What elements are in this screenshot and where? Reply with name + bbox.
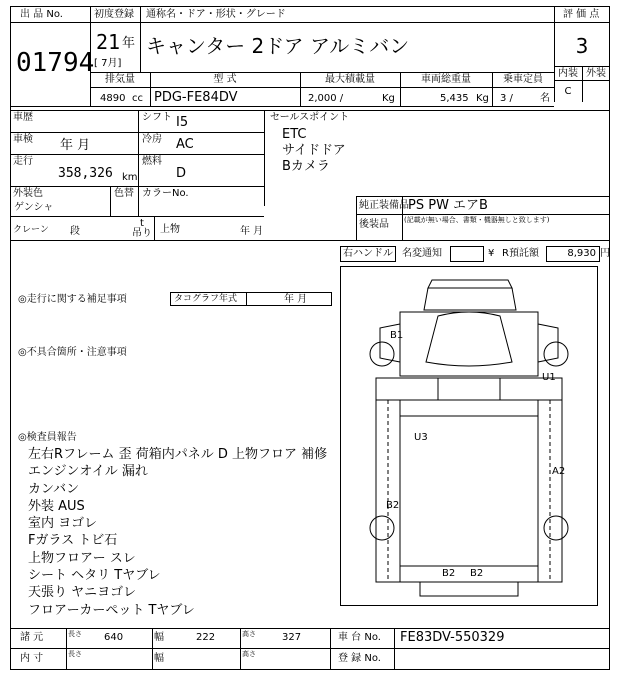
r-label: R預託額 xyxy=(502,248,539,259)
interior-label: 内装 xyxy=(558,68,578,79)
sales-points-label: セールスポイント xyxy=(270,112,350,123)
right-hand-label: 右ハンドル xyxy=(343,248,393,259)
report-line: エンジンオイル 漏れ xyxy=(28,464,148,480)
report-line: Fガラス トビ石 xyxy=(28,533,118,549)
report-line: シート ヘタリ Tヤブレ xyxy=(28,568,161,584)
fuel-value: D xyxy=(176,166,187,181)
interior-grade: C xyxy=(564,86,572,97)
fuel-label: 燃料 xyxy=(142,156,162,167)
sales-point-item: サイドドア xyxy=(282,143,346,158)
gvw-label: 車両総重量 xyxy=(421,74,471,85)
ac-value: AC xyxy=(176,137,194,152)
height-label: 高さ xyxy=(242,630,256,638)
sales-point-item: ETC xyxy=(282,127,307,142)
mileage-unit: km xyxy=(122,172,138,183)
defect-notes-label: ◎不具合箇所・注意事項 xyxy=(18,347,127,358)
damage-mark: B1 xyxy=(390,330,404,341)
damage-mark: B2 xyxy=(442,568,456,579)
inspection-value: 年 月 xyxy=(60,138,91,153)
vehicle-name-label: 通称名・ドア・形状・グレード xyxy=(146,9,286,20)
shogen-label: 諸 元 xyxy=(20,632,44,643)
color-no-label: カラーNo. xyxy=(142,188,189,199)
inspector-report-lines xyxy=(28,446,327,619)
damage-mark: U1 xyxy=(542,372,556,383)
displacement-unit: cc xyxy=(132,93,143,104)
sales-point-item: Bカメラ xyxy=(282,159,330,174)
crane-t: t xyxy=(140,218,144,229)
width-label: 幅 xyxy=(154,632,164,643)
report-line: カンバン xyxy=(28,481,80,497)
chassis-value: FE83DV-550329 xyxy=(400,630,505,645)
mileage-value: 358,326 xyxy=(58,166,113,181)
gvw-value: 5,435 xyxy=(440,93,469,104)
load-unit: Kg xyxy=(382,93,395,104)
shift-label: シフト xyxy=(142,112,172,123)
load-value: 2,000 / xyxy=(308,93,344,104)
height-label: 高さ xyxy=(242,650,256,658)
color-label: 外装色 xyxy=(13,188,43,199)
aftermarket-label: 後装品 xyxy=(359,219,389,230)
meihen-label: 名変通知 xyxy=(402,248,442,259)
tacho-label: タコグラフ年式 xyxy=(174,294,238,304)
crane-tsuri: 吊り xyxy=(132,228,152,239)
displacement-label: 排気量 xyxy=(105,74,135,85)
grade-label: 評 価 点 xyxy=(563,9,600,20)
color-value: ゲンシャ xyxy=(14,202,54,213)
damage-mark: A2 xyxy=(552,466,566,477)
lot-number: 01794 xyxy=(16,48,95,78)
damage-mark: U3 xyxy=(414,432,428,443)
capacity-unit: 名 xyxy=(540,93,550,104)
ac-label: 冷房 xyxy=(142,134,162,145)
model-label: 型 式 xyxy=(213,74,237,85)
load-label: 最大積載量 xyxy=(325,74,375,85)
damage-mark: B2 xyxy=(386,500,400,511)
equipment-value: PS PW エアB xyxy=(408,198,488,213)
model-value: PDG-FE84DV xyxy=(154,90,238,105)
vehicle-name: キャンター 2ドア アルミバン xyxy=(146,34,410,58)
displacement-value: 4890 xyxy=(100,93,126,104)
reg-label: 初度登録 xyxy=(94,9,134,20)
capacity-value: 3 / xyxy=(500,93,513,104)
equipment-label: 純正装備品 xyxy=(359,200,409,211)
report-line: 外装 AUS xyxy=(28,498,85,514)
yen-label: ¥ xyxy=(488,248,495,259)
inspection-label: 車検 xyxy=(13,134,33,145)
meihen-box xyxy=(450,246,484,262)
kamimono-label: 上物 xyxy=(160,224,180,235)
gvw-unit: Kg xyxy=(476,93,489,104)
lot-label: 出 品 No. xyxy=(20,9,63,20)
reg-month: [ 7月] xyxy=(94,58,122,69)
kamimono-date: 年 月 xyxy=(240,226,264,237)
shift-value: I5 xyxy=(176,115,189,130)
width-value: 222 xyxy=(196,632,216,643)
report-line: フロアーカーペット Tヤブレ xyxy=(28,602,195,618)
truck-diagram xyxy=(340,266,598,606)
crane-label: クレーン xyxy=(13,225,49,235)
running-notes-label: ◎走行に関する補足事項 xyxy=(18,294,127,305)
aftermarket-note: (記載が無い場合、書類・機器無しと致します) xyxy=(404,216,550,224)
length-label: 長さ xyxy=(68,630,82,638)
width-label: 幅 xyxy=(154,653,164,664)
exterior-label: 外装 xyxy=(586,68,606,79)
length-value: 640 xyxy=(104,632,124,643)
crane-dan: 段 xyxy=(70,226,80,237)
reg-year: 21 xyxy=(96,30,121,54)
report-line: 左右Rフレーム 歪 荷箱内パネル D 上物フロア 補修 xyxy=(28,447,328,462)
inspector-report-label: ◎検査員報告 xyxy=(18,432,77,443)
capacity-label: 乗車定員 xyxy=(503,74,543,85)
mileage-label: 走行 xyxy=(13,156,33,167)
height-value: 327 xyxy=(282,632,302,643)
grade-value: 3 xyxy=(575,34,589,58)
report-line: 天張り ヤニヨゴレ xyxy=(28,585,137,601)
reg-year-unit: 年 xyxy=(122,36,136,51)
reg-no-label: 登 録 No. xyxy=(338,653,381,664)
chassis-label: 車 台 No. xyxy=(338,632,381,643)
history-label: 車歴 xyxy=(13,112,33,123)
r-value: 8,930 xyxy=(567,248,596,259)
length-label: 長さ xyxy=(68,650,82,658)
report-line: 上物フロアー スレ xyxy=(28,550,136,566)
damage-mark: B2 xyxy=(470,568,484,579)
naishin-label: 内 寸 xyxy=(20,653,44,664)
tacho-value: 年 月 xyxy=(284,294,308,305)
color-code-label: 色替 xyxy=(114,188,134,199)
r-unit: 円 xyxy=(600,248,610,259)
report-line: 室内 ヨゴレ xyxy=(28,516,98,532)
